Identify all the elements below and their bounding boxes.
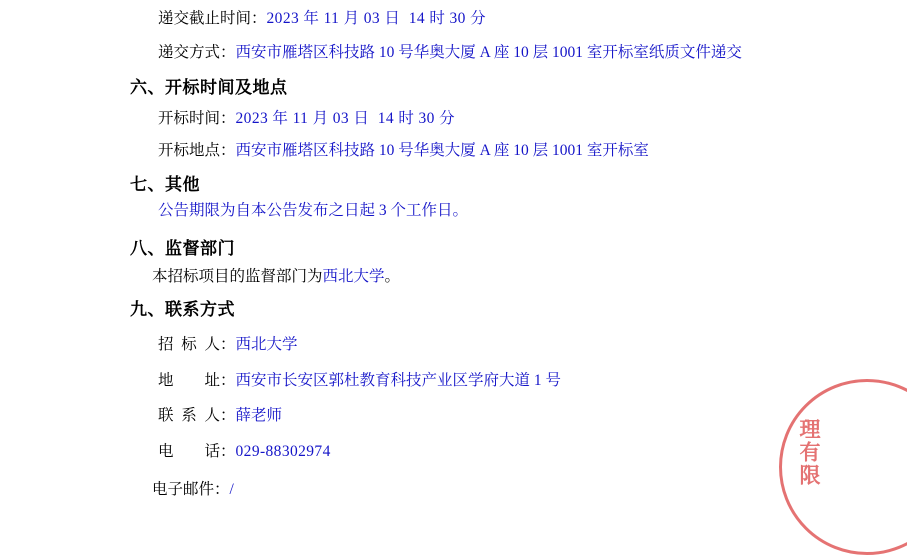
bidder-label: 招 标 人： xyxy=(158,336,236,353)
section-nine-heading: 九、联系方式 xyxy=(130,300,235,319)
address-row xyxy=(0,368,561,390)
phone-label: 电 话： xyxy=(158,443,236,460)
open-place-row xyxy=(0,138,649,160)
section-six-heading: 六、开标时间及地点 xyxy=(130,78,288,97)
seal-text: 理有限 xyxy=(797,418,821,487)
supervision-row xyxy=(0,264,400,286)
address-value: 西安市长安区郭杜教育科技产业区学府大道 1 号 xyxy=(235,372,562,389)
submit-method-row xyxy=(0,40,742,62)
open-place-value: 西安市雁塔区科技路 10 号华奥大厦 A 座 10 层 1001 室开标室 xyxy=(235,142,649,159)
other-text-row xyxy=(0,198,468,220)
email-value: / xyxy=(229,481,234,498)
phone-row xyxy=(0,439,331,461)
submit-method-label: 递交方式： xyxy=(158,44,236,61)
contact-row xyxy=(0,403,282,425)
submit-method-value: 西安市雁塔区科技路 10 号华奥大厦 A 座 10 层 1001 室开标室纸质文件递交 xyxy=(235,44,742,61)
open-time-row xyxy=(0,106,455,128)
official-seal-stamp xyxy=(779,379,907,555)
email-label: 电子邮件： xyxy=(152,481,230,498)
submit-deadline-value: 2023 年 11 月 03 日 14 时 30 分 xyxy=(266,10,486,27)
open-place-label: 开标地点： xyxy=(158,142,236,159)
section-eight-heading: 八、监督部门 xyxy=(130,239,235,258)
submit-deadline-label: 递交截止时间： xyxy=(158,10,267,27)
supervision-suffix: 。 xyxy=(384,268,401,285)
submit-deadline-row xyxy=(0,6,486,28)
supervision-department: 西北大学 xyxy=(322,268,385,285)
phone-value: 029-88302974 xyxy=(235,443,331,460)
supervision-prefix: 本招标项目的监督部门为 xyxy=(152,268,323,285)
contact-label: 联 系 人： xyxy=(158,407,236,424)
section-seven-heading: 七、其他 xyxy=(130,175,200,194)
address-label: 地 址： xyxy=(158,372,236,389)
other-text: 公告期限为自本公告发布之日起 3 个工作日。 xyxy=(158,202,469,219)
email-row xyxy=(0,477,234,499)
bidder-row xyxy=(0,332,298,354)
bidder-value: 西北大学 xyxy=(235,336,298,353)
open-time-value: 2023 年 11 月 03 日 14 时 30 分 xyxy=(235,110,455,127)
contact-value: 薛老师 xyxy=(235,407,283,424)
open-time-label: 开标时间： xyxy=(158,110,236,127)
